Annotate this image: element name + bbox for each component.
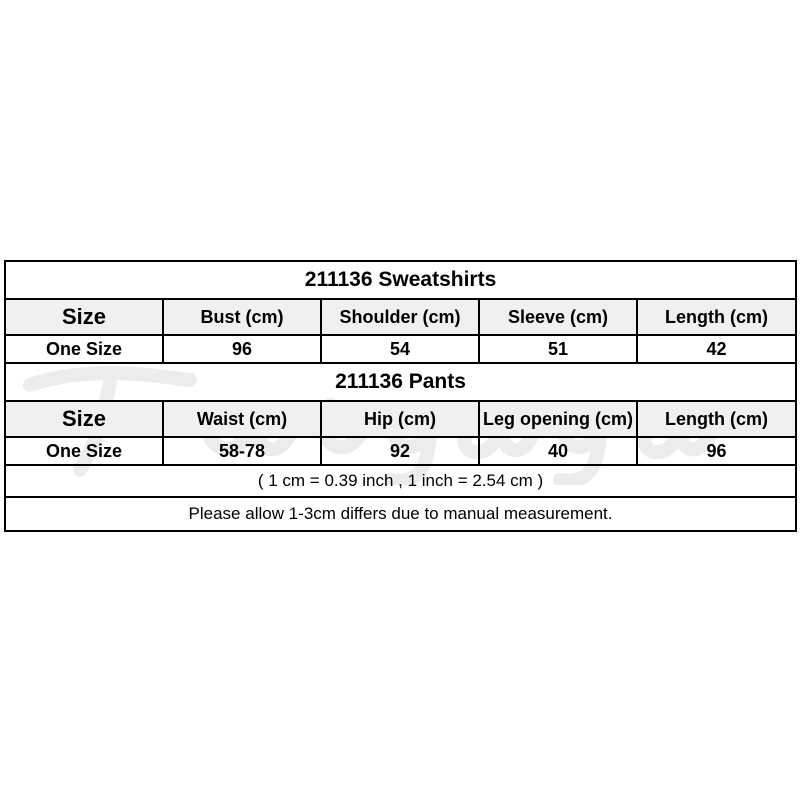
header-shoulder: Shoulder (cm): [321, 299, 479, 335]
pants-value-row: [5, 437, 796, 465]
header-hip: Hip (cm): [321, 401, 479, 437]
conversion-row: [5, 465, 796, 497]
header-length: Length (cm): [637, 401, 796, 437]
value-waist: 58-78: [163, 437, 321, 465]
header-length: Length (cm): [637, 299, 796, 335]
value-sleeve: 51: [479, 335, 637, 363]
pants-title-row: [5, 363, 796, 401]
value-shoulder: 54: [321, 335, 479, 363]
value-length: 96: [637, 437, 796, 465]
sweatshirts-value-row: [5, 335, 796, 363]
value-bust: 96: [163, 335, 321, 363]
value-size: One Size: [5, 335, 163, 363]
value-leg-opening: 40: [479, 437, 637, 465]
value-length: 42: [637, 335, 796, 363]
header-sleeve: Sleeve (cm): [479, 299, 637, 335]
value-size: One Size: [5, 437, 163, 465]
value-hip: 92: [321, 437, 479, 465]
size-chart-table: [4, 260, 797, 532]
pants-header-row: [5, 401, 796, 437]
header-waist: Waist (cm): [163, 401, 321, 437]
header-size: Size: [5, 299, 163, 335]
header-bust: Bust (cm): [163, 299, 321, 335]
measurement-row: [5, 497, 796, 531]
sweatshirts-title-row: [5, 261, 796, 299]
measurement-note: Please allow 1-3cm differs due to manual measurement.: [5, 497, 796, 531]
pants-title: 211136 Pants: [5, 363, 796, 401]
conversion-note: ( 1 cm = 0.39 inch , 1 inch = 2.54 cm ): [5, 465, 796, 497]
header-size: Size: [5, 401, 163, 437]
header-leg-opening: Leg opening (cm): [479, 401, 637, 437]
sweatshirts-title: 211136 Sweatshirts: [5, 261, 796, 299]
sweatshirts-header-row: [5, 299, 796, 335]
